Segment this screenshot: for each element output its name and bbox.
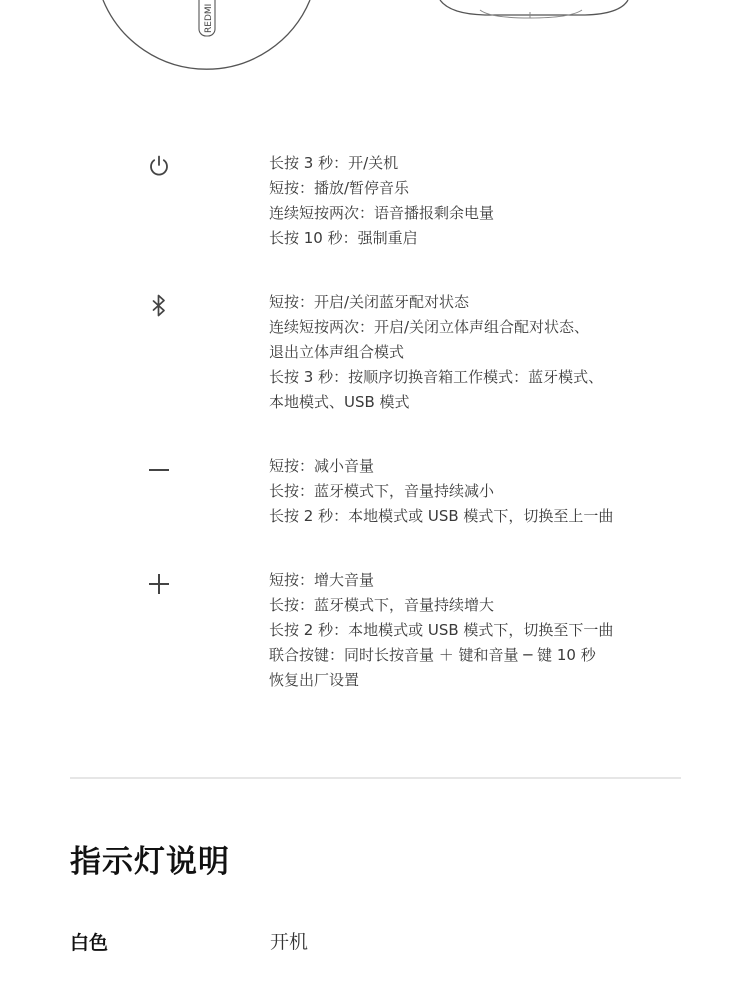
desc-line: 长按 2 秒：本地模式或 USB 模式下，切换至上一曲	[269, 507, 614, 525]
redmi-logo-badge	[199, 0, 215, 36]
indicator-color-label: 白色	[70, 932, 109, 954]
desc-line: 长按 3 秒：按顺序切换音箱工作模式：蓝牙模式、	[269, 368, 604, 386]
desc-line: 长按 2 秒：本地模式或 USB 模式下，切换至下一曲	[269, 621, 614, 639]
desc-line: 恢复出厂设置	[269, 671, 360, 689]
speaker-front-illustration	[430, 0, 630, 25]
desc-line: 连续短按两次：语音播报剩余电量	[269, 204, 495, 222]
desc-line: 退出立体声组合模式	[269, 343, 405, 361]
indicator-state-label: 开机	[270, 931, 309, 953]
indicator-section-title: 指示灯说明	[70, 844, 230, 880]
section-divider	[70, 777, 681, 779]
desc-line: 连续短按两次：开启/关闭立体声组合配对状态、	[269, 318, 590, 336]
desc-line: 本地模式、USB 模式	[269, 393, 410, 411]
power-icon	[146, 153, 172, 179]
power-description	[269, 151, 709, 251]
speaker-side-illustration	[100, 0, 320, 75]
svg-text:REDMI: REDMI	[204, 3, 214, 33]
volume-down-description	[269, 454, 709, 529]
bluetooth-description	[269, 290, 709, 415]
desc-line: 长按：蓝牙模式下，音量持续减小	[269, 482, 495, 500]
desc-line: 短按：开启/关闭蓝牙配对状态	[269, 293, 470, 311]
desc-line: 长按 3 秒：开/关机	[269, 154, 399, 172]
desc-line: 联合按键：同时长按音量 ＋ 键和音量 ─ 键 10 秒	[269, 646, 596, 664]
desc-line: 长按：蓝牙模式下，音量持续增大	[269, 596, 495, 614]
desc-line: 长按 10 秒：强制重启	[269, 229, 418, 247]
plus-icon	[146, 571, 172, 597]
volume-up-description	[269, 568, 709, 693]
minus-icon	[146, 457, 172, 483]
bluetooth-icon	[146, 293, 172, 319]
desc-line: 短按：播放/暂停音乐	[269, 179, 410, 197]
desc-line: 短按：增大音量	[269, 571, 375, 589]
desc-line: 短按：减小音量	[269, 457, 375, 475]
